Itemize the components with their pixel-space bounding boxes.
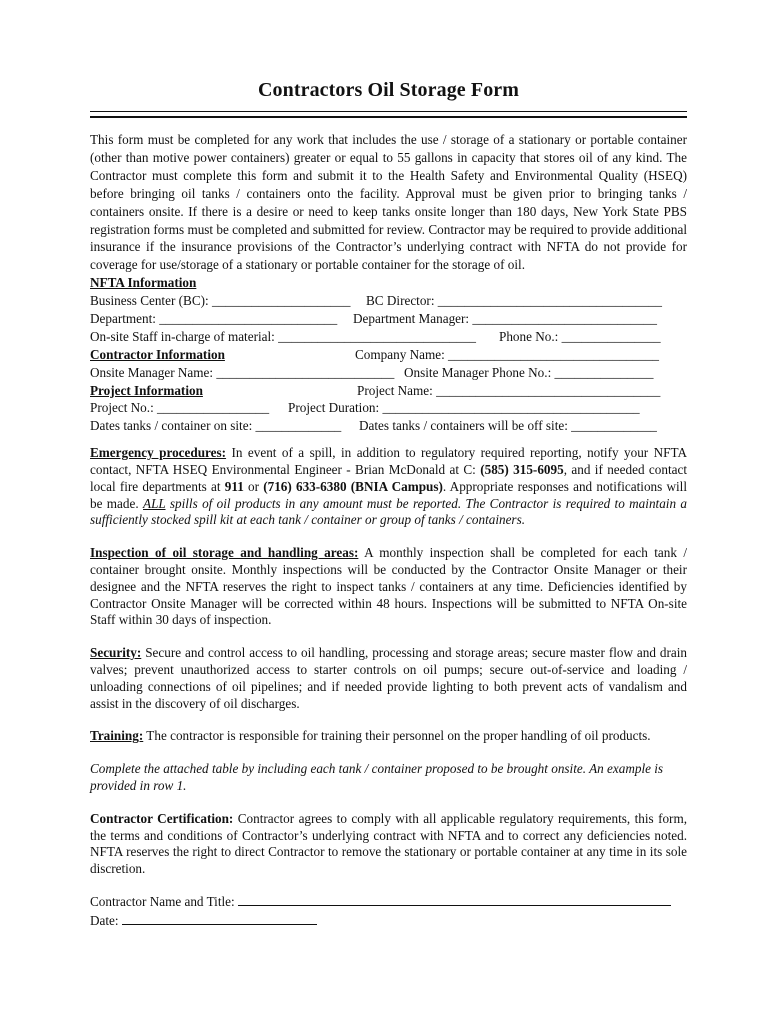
training-paragraph <box>90 728 687 745</box>
inspection-label: Inspection of oil storage and handling areas: <box>90 545 359 561</box>
emergency-text-3: or <box>243 478 264 494</box>
inspection-paragraph <box>90 545 687 629</box>
name-title-row <box>90 892 687 911</box>
project-no-row <box>90 399 687 417</box>
certification-paragraph <box>90 811 687 878</box>
emergency-text-4: . Appropriate responses and notifications will be made. <box>90 478 687 511</box>
page-title: Contractors Oil Storage Form <box>257 79 520 101</box>
date-label: Date: <box>90 913 122 928</box>
emergency-paragraph <box>90 445 687 529</box>
certification-text: Contractor agrees to comply with all applicable regulatory requirements, this form, the terms and conditions of Contractor’s underlying contract with NFTA and to correct any deficiencies noted. NFTA reserves the right to direct Contractor to remove the stationary or portable container at any time in its sole discretion. <box>90 810 687 877</box>
department-manager-field[interactable]: Department Manager: ____________________________ <box>353 311 657 327</box>
project-name-field[interactable]: Project Name: __________________________________ <box>357 382 661 398</box>
department-row <box>90 310 687 328</box>
emergency-label: Emergency procedures: <box>90 445 227 461</box>
security-paragraph <box>90 645 687 712</box>
name-title-label: Contractor Name and Title: <box>90 894 238 909</box>
contractor-heading-row <box>90 346 687 364</box>
nfta-heading: NFTA Information <box>90 275 197 291</box>
emergency-911: 911 <box>224 478 244 494</box>
onsite-manager-name-field[interactable]: Onsite Manager Name: ___________________________ <box>90 364 395 380</box>
info-block <box>90 274 687 435</box>
training-text: The contractor is responsible for training their personnel on the proper handling of oil products. <box>143 728 651 744</box>
date-row <box>90 911 687 930</box>
project-heading-row <box>90 382 687 400</box>
title-divider <box>90 111 687 118</box>
nfta-heading-row <box>90 274 687 292</box>
date-line[interactable] <box>122 912 317 925</box>
project-no-field[interactable]: Project No.: _________________ <box>90 400 270 416</box>
emergency-text-1: In event of a spill, in addition to regulatory required reporting, notify your NFTA contact, NFTA HSEQ Environmental Engineer - Brian McDonald at C: <box>90 445 687 478</box>
inspection-text: A monthly inspection shall be completed for each tank / container brought onsite. Monthly inspections will be conducted by the Contractor Onsite Manager or their designee and the NFTA reserves the right to inspect tanks / containers at any time. Deficiencies identified by Contractor Onsite Manager will be corrected within 48 hours. Inspections will be submitted to NFTA On-site Staff within 30 days of inspection. <box>90 545 687 628</box>
dates-off-site-field[interactable]: Dates tanks / containers will be off site: _____________ <box>359 418 657 434</box>
emergency-italic-text: spills of oil products in any amount must be reported. The Contractor is required to maintain a sufficiently stocked spill kit at each tank / container or group of tanks / containers. <box>90 495 687 528</box>
project-duration-field[interactable]: Project Duration: _______________________________________ <box>288 400 640 416</box>
project-heading: Project Information <box>90 382 203 398</box>
form-page <box>90 0 687 930</box>
onsite-staff-row <box>90 328 687 346</box>
onsite-manager-row <box>90 364 687 382</box>
business-center-field[interactable]: Business Center (BC): _____________________ <box>90 293 351 309</box>
business-center-row <box>90 292 687 310</box>
dates-on-site-field[interactable]: Dates tanks / container on site: _____________ <box>90 418 342 434</box>
bc-director-field[interactable]: BC Director: __________________________________ <box>366 293 662 309</box>
contractor-heading: Contractor Information <box>90 346 225 362</box>
onsite-manager-phone-field[interactable]: Onsite Manager Phone No.: _______________ <box>404 364 654 380</box>
dates-row <box>90 417 687 435</box>
emergency-text-2: , and if needed contact local fire departments at <box>90 462 687 494</box>
onsite-staff-field[interactable]: On-site Staff in-charge of material: ______________________________ <box>90 328 476 344</box>
emergency-phone-2: (716) 633-6380 (BNIA Campus) <box>263 478 443 494</box>
name-title-line[interactable] <box>238 893 671 906</box>
phone-field[interactable]: Phone No.: _______________ <box>499 328 661 344</box>
table-note: Complete the attached table by including each tank / container proposed to be brought onsite. An example is provided in row 1. <box>90 761 664 794</box>
intro-paragraph: This form must be completed for any work that includes the use / storage of a stationary or portable container (other than motive power containers) greater or equal to 55 gallons in capacity that stores oil of any kind. The Contractor must complete this form and submit it to the Health Safety and Environmental Quality (HSEQ) before bringing oil tanks / containers onto the facility. Approval must be given prior to bringing tanks / containers onsite. If there is a desire or need to keep tanks onsite longer than 180 days, New York State PBS registration forms must be completed and submitted for review. Contractor may be required to provide additional insurance if the insurance provisions of the Contractor’s underlying contract with NFTA do not provide for coverage for use/storage of a stationary or portable container for the storage of oil. <box>90 132 687 273</box>
emergency-all: ALL <box>143 495 166 511</box>
certification-label: Contractor Certification: <box>90 810 234 826</box>
signature-block <box>90 892 687 930</box>
training-label: Training: <box>90 728 144 744</box>
department-field[interactable]: Department: ___________________________ <box>90 311 338 327</box>
security-text: Secure and control access to oil handling, processing and storage areas; secure master flow and drain valves; prevent unauthorized access to starter controls on oil pumps; secure out-of-service and loading / unloading connections of oil pipelines; and if needed provide lighting to both prevent acts of vandalism and assist in the discovery of oil discharges. <box>90 645 687 711</box>
emergency-phone-1: (585) 315-6095 <box>480 462 564 478</box>
company-name-field[interactable]: Company Name: ________________________________ <box>355 346 660 362</box>
security-label: Security: <box>90 645 142 661</box>
